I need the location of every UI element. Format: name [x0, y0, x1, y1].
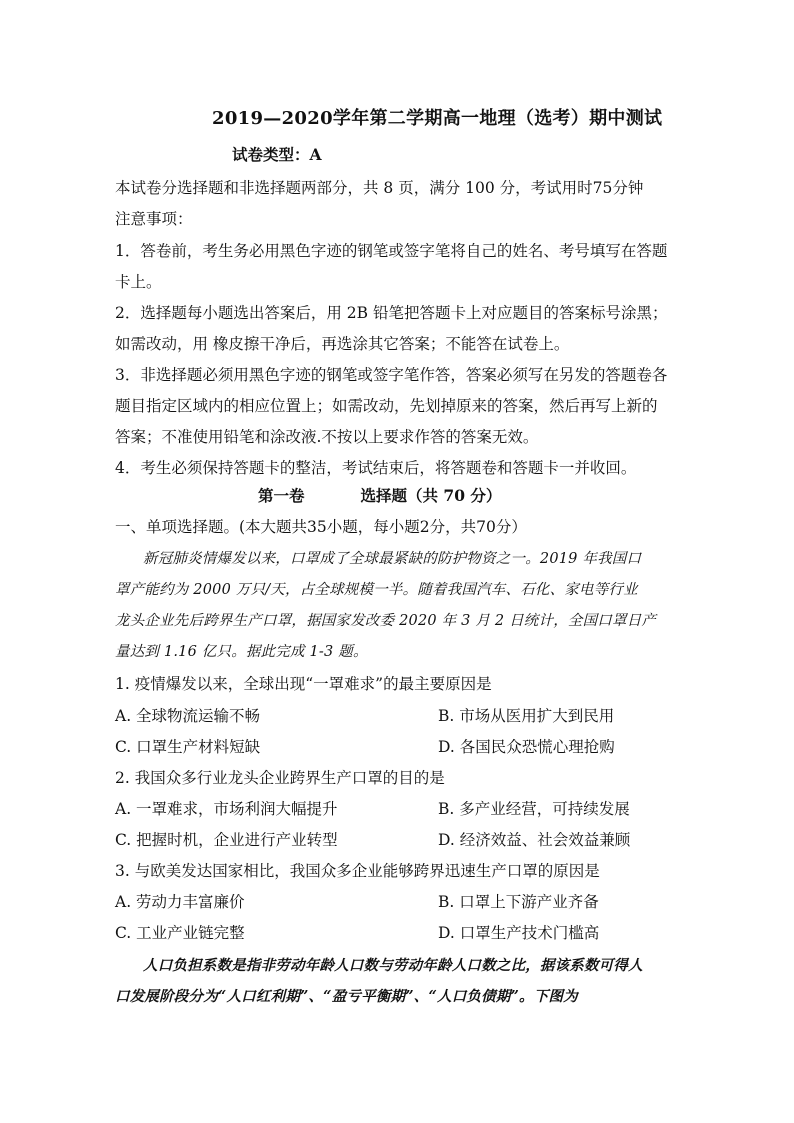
passage-1-line: 罩产能约为 2000 万只/天，占全球规模一半。随着我国汽车、石化、家电等行业 [115, 582, 638, 598]
notice-2-cont: 如需改动，用 橡皮擦干净后，再选涂其它答案；不能答在试卷上。 [115, 335, 570, 353]
notice-3: 3．非选择题必须用黑色字迹的钢笔或签字笔作答，答案必须写在另发的答题卷各 [115, 366, 668, 384]
exam-title: 2019—2020学年第二学期高一地理（选考）期中测试 [212, 108, 663, 129]
question-3-option-a: A. 劳动力丰富廉价 [115, 893, 245, 911]
question-1-stem: 1. 疫情爆发以来，全球出现“一罩难求”的最主要原因是 [115, 675, 492, 693]
question-2-stem: 2. 我国众多行业龙头企业跨界生产口罩的目的是 [115, 769, 445, 787]
question-1-option-a: A. 全球物流运输不畅 [115, 707, 261, 725]
notice-title: 注意事项： [115, 210, 193, 228]
question-1-option-b: B. 市场从医用扩大到民用 [438, 707, 615, 725]
section-name: 选择题（共 70 分） [360, 486, 502, 505]
section-heading: 一、单项选择题。(本大题共35小题，每小题2分，共70分） [115, 518, 527, 536]
question-2-option-b: B. 多产业经营，可持续发展 [438, 800, 630, 818]
notice-3-cont: 题目指定区域内的相应位置上；如需改动，先划掉原来的答案，然后再写上新的 [115, 397, 658, 415]
paper-type: 试卷类型：A [232, 145, 322, 164]
notice-4: 4．考生必须保持答题卡的整洁，考试结束后，将答题卷和答题卡一并收回。 [115, 459, 637, 477]
question-1-option-c: C. 口罩生产材料短缺 [115, 738, 261, 756]
passage-2-line: 人口负担系数是指非劳动年龄人口数与劳动年龄人口数之比，据该系数可得人 [143, 957, 643, 974]
notice-1: 1．答卷前，考生务必用黑色字迹的钢笔或签字笔将自己的姓名、考号填写在答题 [115, 242, 668, 260]
question-3-option-b: B. 口罩上下游产业齐备 [438, 893, 599, 911]
question-3-option-d: D. 口罩生产技术门槛高 [438, 924, 600, 942]
question-1-option-d: D. 各国民众恐慌心理抢购 [438, 738, 615, 756]
question-2-option-d: D. 经济效益、社会效益兼顾 [438, 831, 631, 849]
section-part: 第一卷 [258, 486, 305, 505]
passage-1-line: 新冠肺炎情爆发以来，口罩成了全球最紧缺的防护物资之一。2019 年我国口 [143, 551, 642, 567]
question-3-stem: 3. 与欧美发达国家相比，我国众多企业能够跨界迅速生产口罩的原因是 [115, 862, 600, 880]
passage-2-line: 口发展阶段分为“人口红利期”、“盈亏平衡期”、“人口负债期”。下图为 [115, 988, 578, 1005]
question-3-option-c: C. 工业产业链完整 [115, 924, 245, 942]
notice-3-cont2: 答案；不准使用铅笔和涂改液.不按以上要求作答的答案无效。 [115, 428, 539, 446]
question-2-option-a: A. 一罩难求，市场利润大幅提升 [115, 800, 338, 818]
notice-2: 2．选择题每小题选出答案后，用 2B 铅笔把答题卡上对应题目的答案标号涂黑； [115, 304, 668, 322]
notice-1-cont: 卡上。 [115, 273, 162, 291]
section-header [258, 486, 501, 506]
passage-1-line: 量达到 1.16 亿只。据此完成 1-3 题。 [115, 644, 368, 660]
passage-1-line: 龙头企业先后跨界生产口罩，据国家发改委 2020 年 3 月 2 日统计，全国口罩日产 [115, 613, 657, 629]
question-2-option-c: C. 把握时机，企业进行产业转型 [115, 831, 338, 849]
intro-line: 本试卷分选择题和非选择题两部分，共 8 页，满分 100 分，考试用时75分钟 [115, 179, 644, 197]
